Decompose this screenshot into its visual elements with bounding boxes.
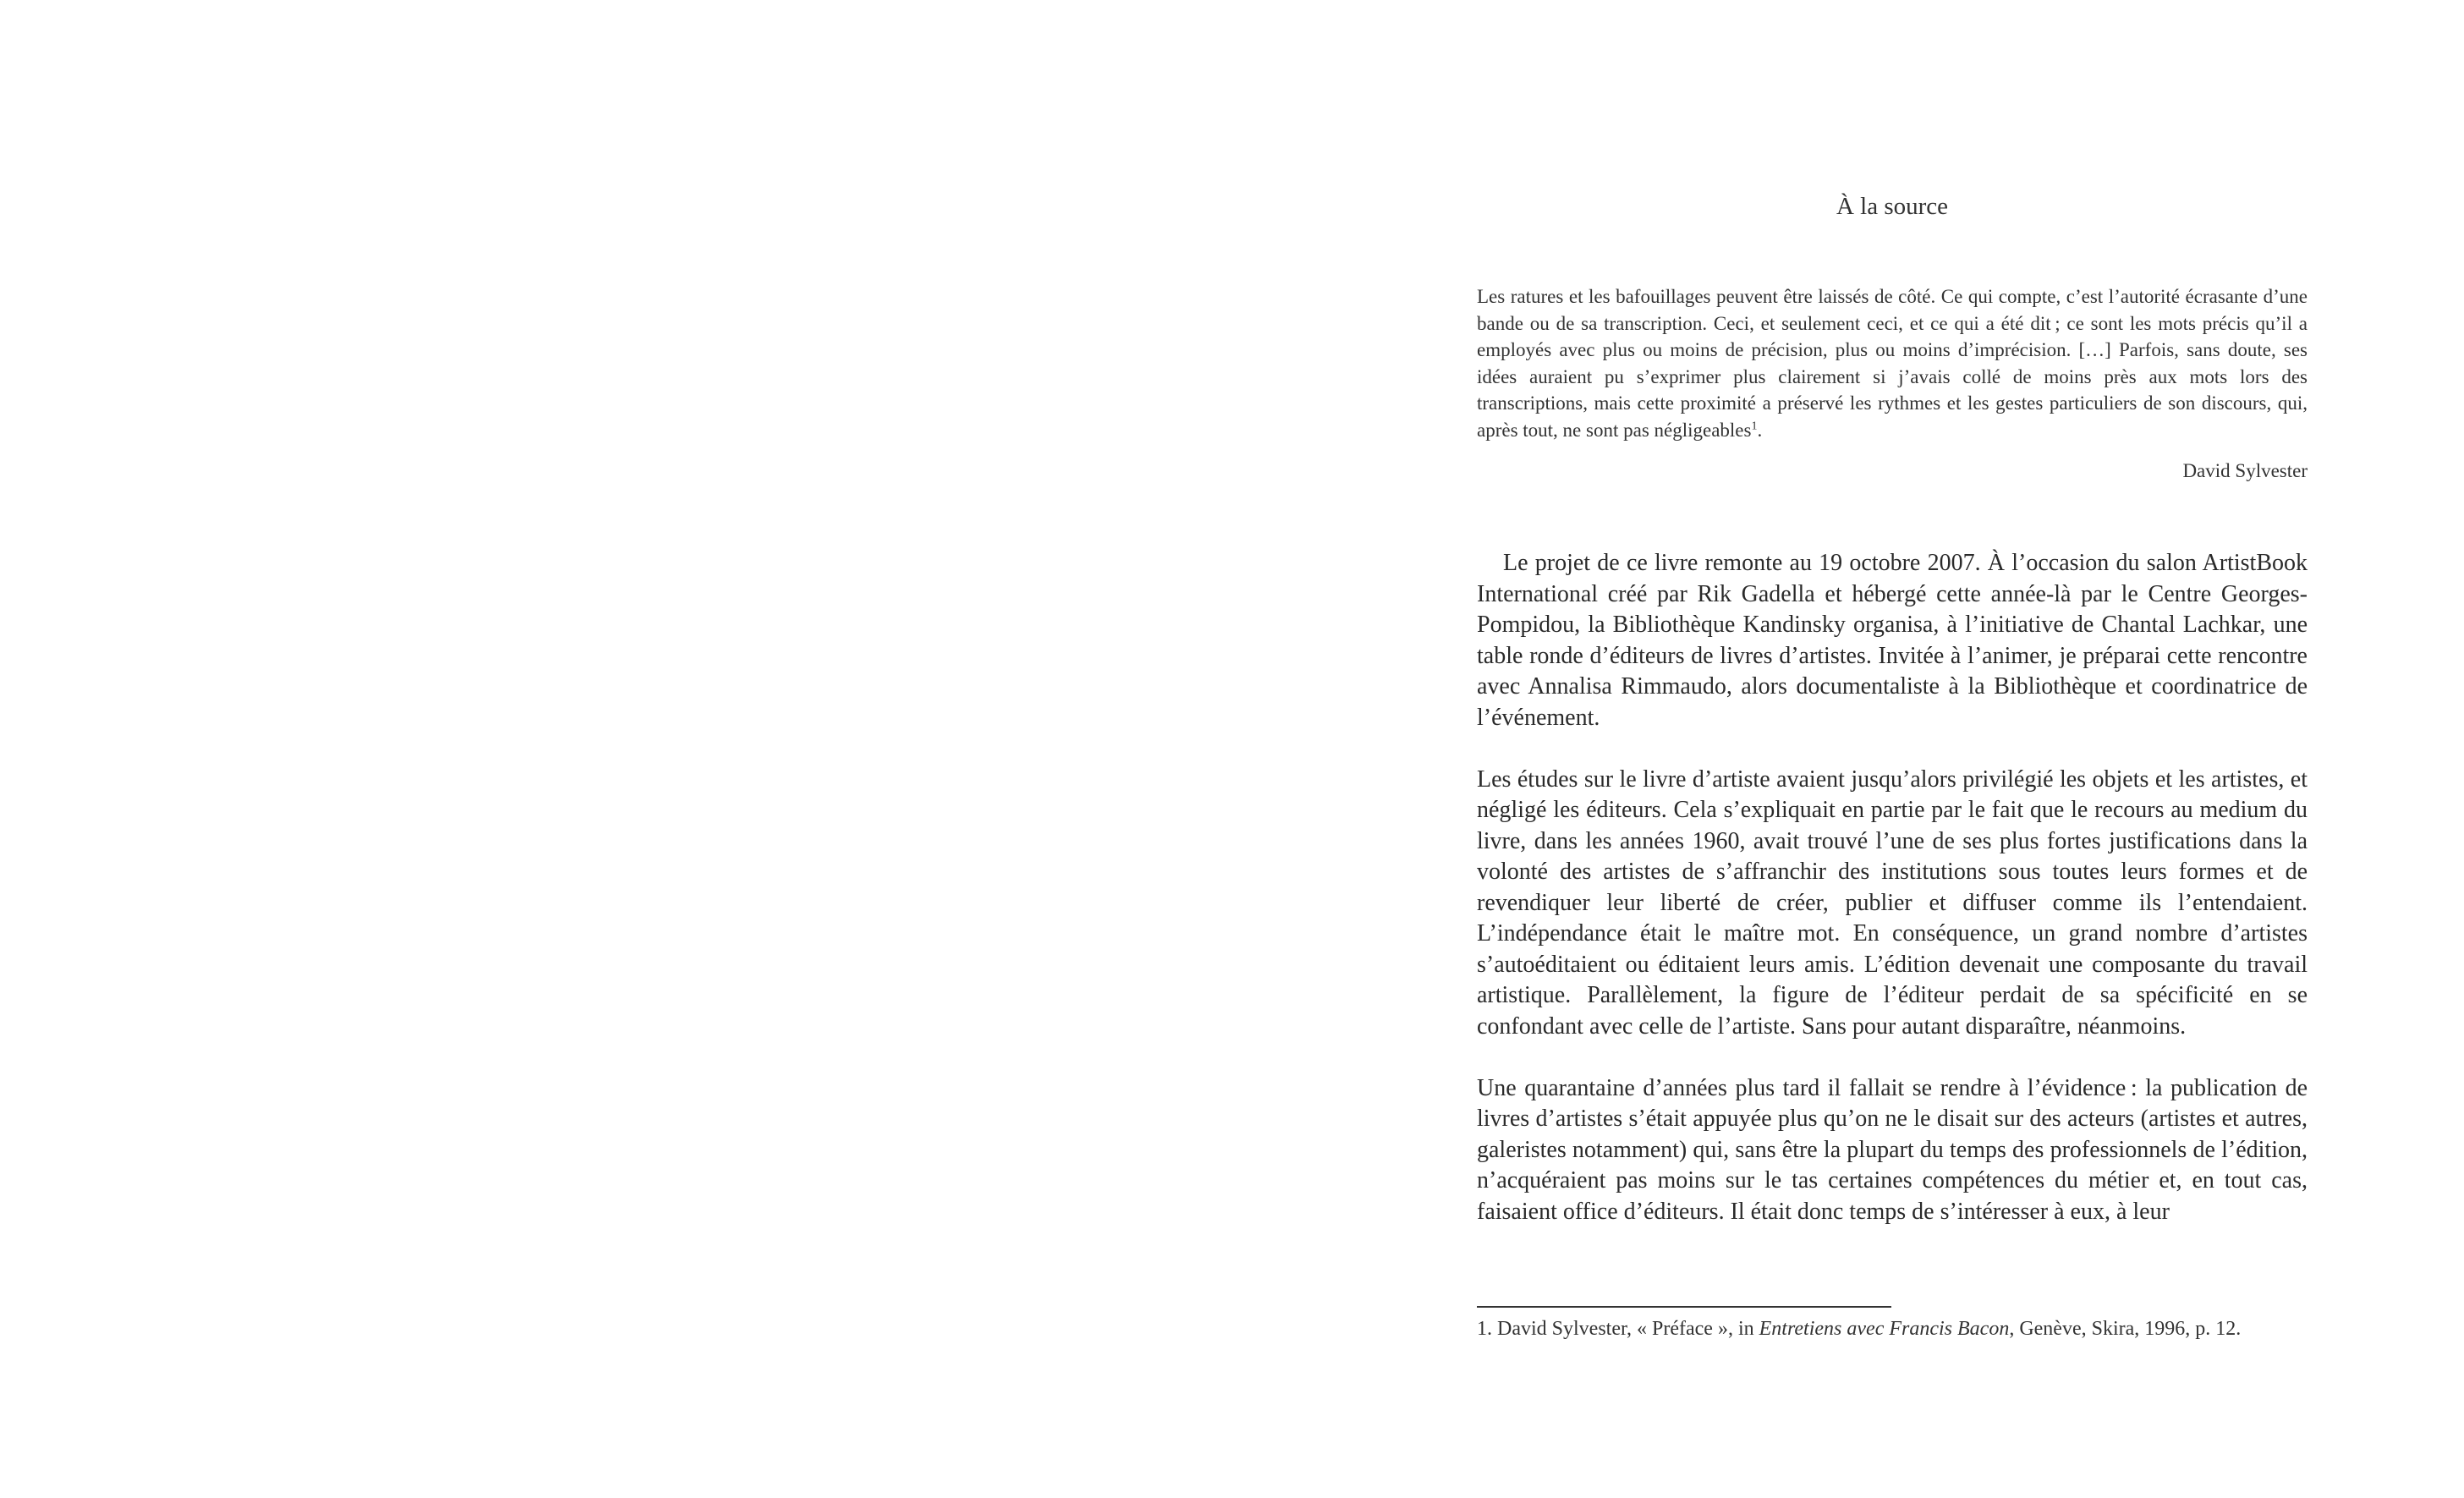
footnote-ref[interactable]: 1 — [1751, 419, 1758, 432]
footnote-separator — [1477, 1306, 1891, 1308]
epigraph-quote — [1477, 283, 2308, 443]
paragraph-2: Les études sur le livre d’artiste avaient jusqu’alors privilégié les objets et les artistes, et négligé les éditeurs. Cela s’expliquait en partie par le fait que le recours au medium du livre, dans les années 1960, avait trouvé l’une de ses plus fortes justifications dans la volonté des artistes de s’affranchir des institutions sous toutes leurs formes et de revendiquer leur liberté de créer, publier et diffuser comme ils l’entendaient. L’indépendance était le maître mot. En conséquence, un grand nombre d’artistes s’autoéditaient ou éditaient leurs amis. L’édition devenait une composante du travail artistique. Parallèlement, la figure de l’éditeur perdait de sa spécificité en se confondant avec celle de l’artiste. Sans pour autant disparaître, néanmoins. — [1477, 765, 2308, 1040]
right-page — [1232, 0, 2464, 1498]
footnote-book-title: Entretiens avec Francis Bacon — [1759, 1318, 2010, 1340]
epigraph-attribution: David Sylvester — [2182, 460, 2308, 481]
paragraph-3: Une quarantaine d’années plus tard il fallait se rendre à l’évidence : la publication de livres d’artistes s’était appuyée plus qu’on ne le disait sur des acteurs (artistes et autres, galeristes notamment) qui, sans être la plupart du temps des professionnels de l’édition, n’acquéraient pas moins sur le tas certaines compétences du métier et, en tout cas, faisaient office d’éditeurs. Il était donc temps de s’intéresser à eux, à leur — [1477, 1074, 2308, 1225]
paragraph-1: Le projet de ce livre remonte au 19 octobre 2007. À l’occasion du salon ArtistBook International créé par Rik Gadella et hébergé cette année-là par le Centre Georges-Pompidou, la Bibliothèque Kandinsky organisa, à l’initiative de Chantal Lachkar, une table ronde d’éditeurs de livres d’artistes. Invitée à l’animer, je préparai cette rencontre avec Annalisa Rimmaudo, alors documentaliste à la Bibliothèque et coordinatrice de l’événement. — [1477, 550, 2308, 731]
epigraph-text: Les ratures et les bafouillages peuvent être laissés de côté. Ce qui compte, c’est l’autorité écrasante d’une bande ou de sa transcription. Ceci, et seulement ceci, et ce qui a été dit ; ce sont les mots précis qu’il a employés avec plus ou moins de précision, plus ou moins d’imprécision. […] Parfois, sans doute, ses idées auraient pu s’exprimer plus clairement si j’avais collé de moins près aux mots lors des transcriptions, mais cette proximité a préservé les rythmes et les gestes particuliers de son discours, qui, après tout, ne sont pas négligeables — [1477, 286, 2308, 441]
epigraph-end-punct: . — [1757, 419, 1763, 441]
footnote-1 — [1477, 1315, 2308, 1342]
running-head: À la source — [1836, 193, 1949, 220]
footnote-text-before: David Sylvester, « Préface », in — [1497, 1318, 1754, 1340]
body-text — [1477, 548, 2308, 1259]
footnote-text-after: , Genève, Skira, 1996, p. 12. — [2009, 1318, 2242, 1340]
footnote-number: 1. — [1477, 1318, 1492, 1340]
